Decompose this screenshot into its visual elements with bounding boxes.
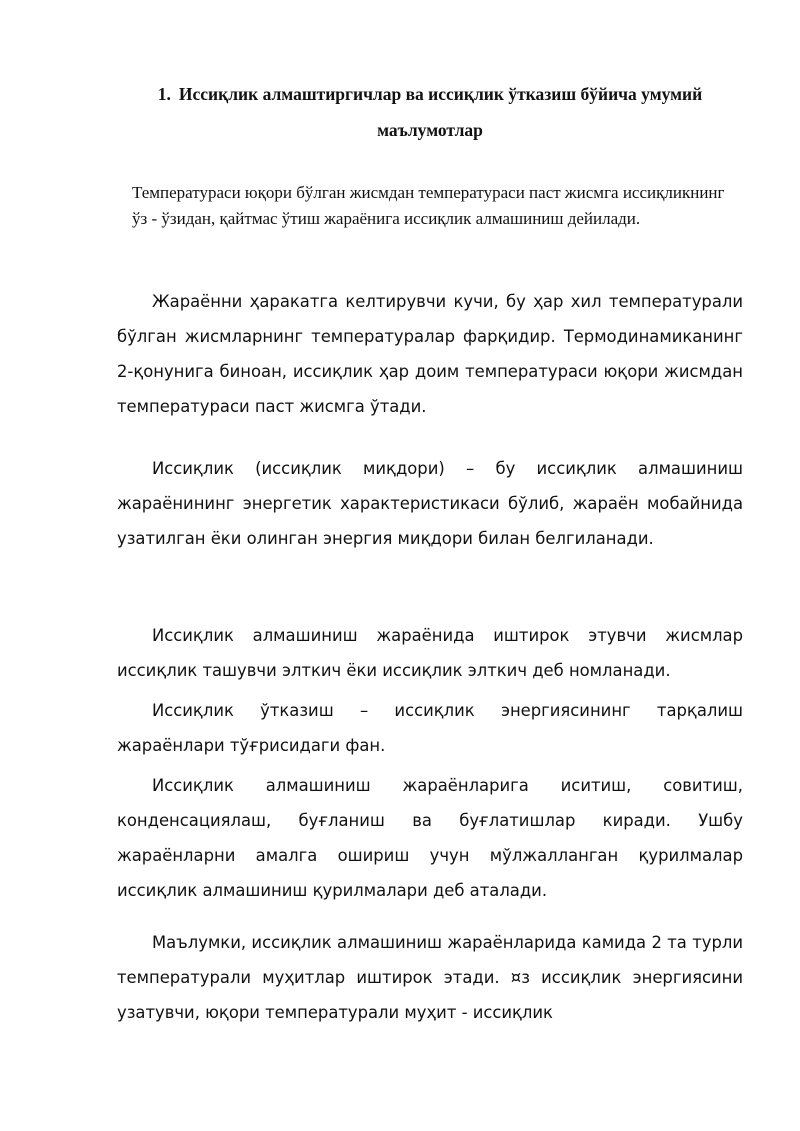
paragraph-heat-transfer-science: Иссиқлик ўтказиш – иссиқлик энергиясининг тарқалиш жараёнлари тўғрисидаги фан. xyxy=(117,701,743,755)
paragraph-processes: Иссиқлик алмашиниш жараёнларига иситиш, совитиш, конденсациялаш, буғланиш ва буғлатишлар киради. Ушбу жараёнларни амалга ошириш учун мўлжалланган қурилмалар иссиқлик алмашиниш қурилмалари деб аталади. xyxy=(117,776,743,900)
section-number: 1. xyxy=(157,84,171,104)
paragraph-driving-force: Жараённи ҳаракатга келтирувчи кучи, бу ҳар хил температурали бўлган жисмларнинг температуралар фарқидир. Термодинамиканинг 2-қонунига биноан, иссиқлик ҳар доим температураси юқори жисмдан температураси паст жисмга ўтади. xyxy=(117,292,743,416)
section-title: Иссиқлик алмаштиргичлар ва иссиқлик ўтказиш бўйича умумий маълумотлар xyxy=(178,84,703,140)
section-heading xyxy=(110,76,750,148)
paragraph-heat-carrier: Иссиқлик алмашиниш жараёнида иштирок этувчи жисмлар иссиқлик ташувчи элткич ёки иссиқлик элткич деб номланади. xyxy=(117,626,743,680)
definition-paragraph: Температураси юқори бўлган жисмдан температураси паст жисмга иссиқликнинг ўз - ўзидан, қайтмас ўтиш жараёнига иссиқлик алмашиниш дейилади. xyxy=(132,183,725,228)
paragraph-media: Маълумки, иссиқлик алмашиниш жараёнларида камида 2 та турли температурали муҳитлар иштирок этади. ¤з иссиқлик энергиясини узатувчи, юқори температурали муҳит - иссиқлик xyxy=(117,933,743,1022)
paragraph-heat-quantity: Иссиқлик (иссиқлик миқдори) – бу иссиқлик алмашиниш жараёнининг энергетик характеристикаси бўлиб, жараён мобайнида узатилган ёки олинган энергия миқдори билан белгиланади. xyxy=(117,459,743,548)
